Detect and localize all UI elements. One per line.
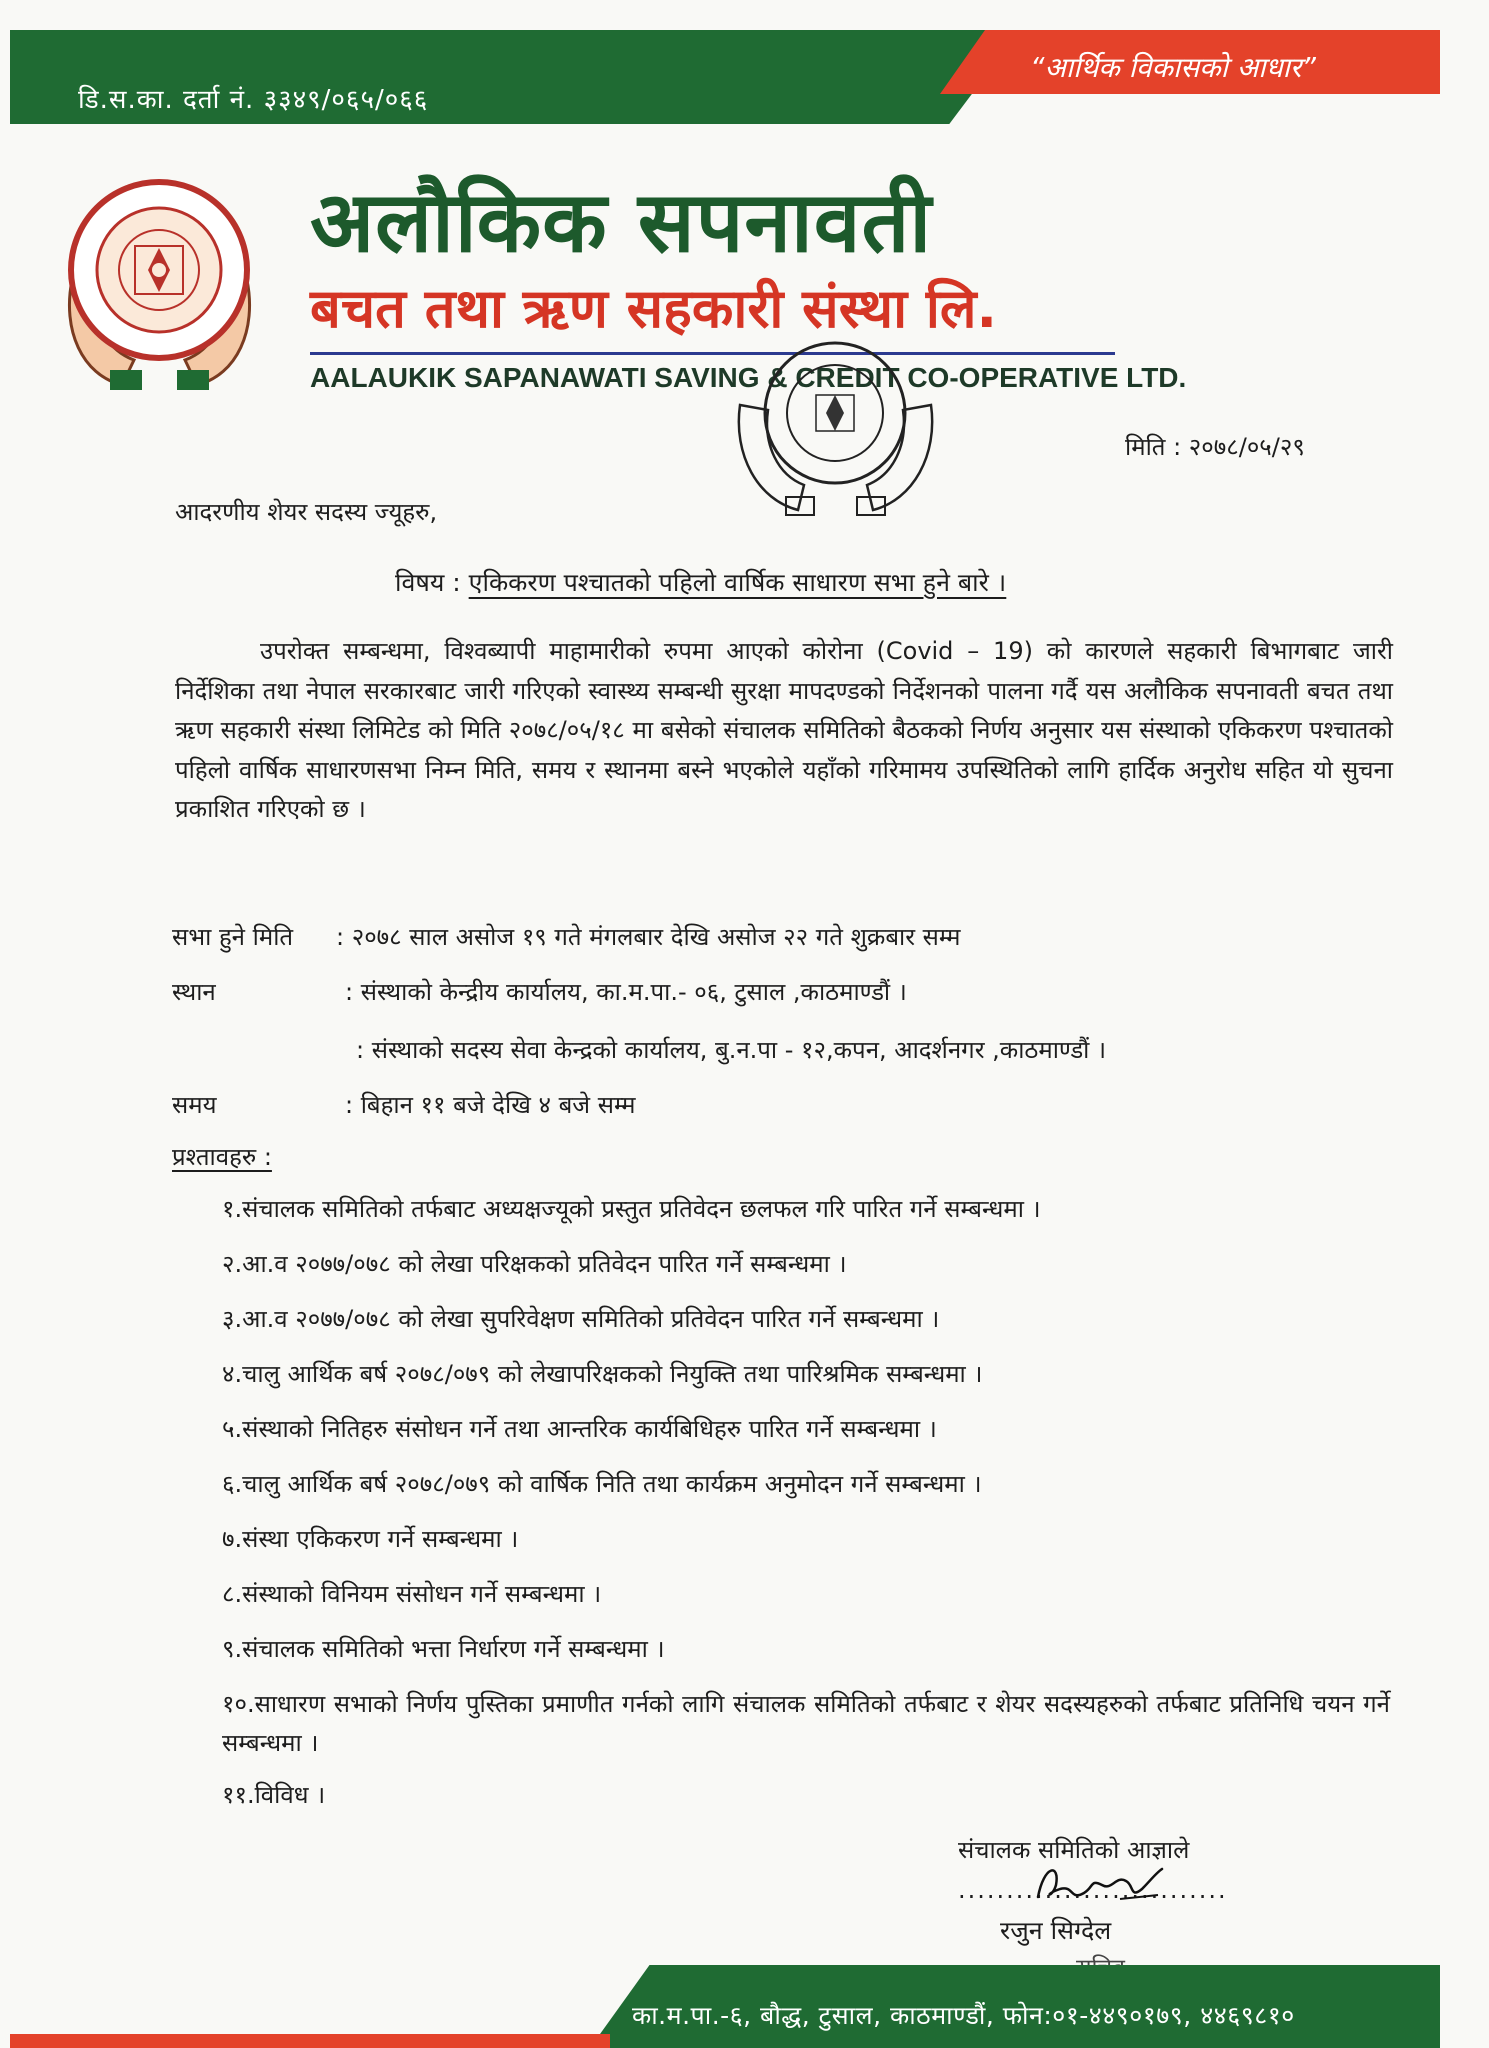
body-paragraph: उपरोक्त सम्बन्धमा, विश्वब्यापी माहामारीको रुपमा आएको कोरोना (Covid – 19) को कारणले सहकारी बिभागबाट जारी निर्देशिका तथा नेपाल सरकारबाट जारी गरिएको स्वास्थ्य सम्बन्धी सुरक्षा मापदण्डको निर्देशनको पालना गर्दै यस अलौकिक सपनावती बचत तथा ऋण सहकारी संस्था लिमिटेड को मिति २०७८/०५/१८ मा बसेको संचालक समितिको बैठकको निर्णय अनुसार यस संस्थाको एकिकरण पश्चातको पहिलो वार्षिक साधारणसभा निम्न मिति, समय र स्थानमा बस्ने भएकोले यहाँको गरिमामय उपस्थितिको लागि हार्दिक अनुरोध सहित यो सुचना प्रकाशित गरिएको छ । bbox=[175, 637, 1393, 823]
signatory-name: रजुन सिग्देल bbox=[1000, 1916, 1112, 1945]
signature-authority: संचालक समितिको आज्ञाले bbox=[958, 1836, 1190, 1864]
venue-value-1: : संस्थाको केन्द्रीय कार्यालय, का.म.पा.- ०६, टुसाल ,काठमाण्डौं । bbox=[345, 978, 907, 1006]
venue-value-2: : संस्थाको सदस्य सेवा केन्द्रको कार्यालय, बु.न.पा - १२,कपन, आदर्शनगर ,काठमाण्डौं । bbox=[356, 1036, 1107, 1064]
subject-text: एकिकरण पश्चातको पहिलो वार्षिक साधारण सभा हुने बारे । bbox=[468, 568, 1007, 597]
subject-line bbox=[395, 565, 1006, 599]
letter-date: मिति : २०७८/०५/२९ bbox=[1125, 433, 1305, 461]
proposal-item: ६.चालु आर्थिक बर्ष २०७८/०७९ को वार्षिक निति तथा कार्यक्रम अनुमोदन गर्ने सम्बन्धमा । bbox=[222, 1470, 982, 1498]
proposal-item: ५.संस्थाको नितिहरु संसोधन गर्ने तथा आन्तरिक कार्यबिधिहरु पारित गर्ने सम्बन्धमा । bbox=[222, 1415, 937, 1443]
proposal-item: १०.साधारण सभाको निर्णय पुस्तिका प्रमाणीत गर्नको लागि संचालक समितिको तर्फबाट र शेयर सदस्यहरुको तर्फबाट प्रतिनिधि चयन गर्ने सम्बन्धमा । bbox=[222, 1690, 1390, 1757]
salutation: आदरणीय शेयर सदस्य ज्यूहरु, bbox=[175, 498, 438, 526]
subject-label: विषय : bbox=[395, 568, 461, 597]
signature-dotted-line: ............................ bbox=[958, 1876, 1228, 1904]
organization-name-nepali: अलौकिक सपनावती bbox=[310, 173, 933, 271]
time-label: समय bbox=[172, 1091, 217, 1119]
registration-number: डि.स.का. दर्ता नं. ३३४९/०६५/०६६ bbox=[78, 85, 429, 115]
header-divider bbox=[310, 352, 1115, 355]
footer-red-band bbox=[10, 2034, 610, 2048]
motto: “आर्थिक विकासको आधार” bbox=[1030, 51, 1316, 84]
proposal-item: ९.संचालक समितिको भत्ता निर्धारण गर्ने सम्बन्धमा । bbox=[222, 1635, 665, 1663]
signature-scribble-icon bbox=[1030, 1855, 1170, 1915]
footer-address: का.म.पा.-६, बौद्ध, टुसाल, काठमाण्डौं, फोन:०१-४४९०१७९, ४४६९८१० bbox=[632, 2001, 1295, 2030]
proposal-item: २.आ.व २०७७/०७८ को लेखा परिक्षकको प्रतिवेदन पारित गर्ने सम्बन्धमा । bbox=[222, 1250, 847, 1278]
proposal-item: ४.चालु आर्थिक बर्ष २०७८/०७९ को लेखापरिक्षकको नियुक्ति तथा पारिश्रमिक सम्बन्धमा । bbox=[222, 1360, 983, 1388]
time-value: : बिहान ११ बजे देखि ४ बजे सम्म bbox=[345, 1091, 636, 1119]
organization-stamp bbox=[728, 335, 943, 525]
organization-name-english: AALAUKIK SAPANAWATI SAVING & CREDIT CO-OPERATIVE LTD. bbox=[310, 362, 1187, 393]
proposal-item: १.संचालक समितिको तर्फबाट अध्यक्षज्यूको प्रस्तुत प्रतिवेदन छलफल गरि पारित गर्ने सम्बन्धमा । bbox=[222, 1195, 1041, 1223]
handwritten-signature bbox=[1030, 1855, 1170, 1915]
logo-seal-icon bbox=[52, 170, 267, 400]
proposal-item: ३.आ.व २०७७/०७८ को लेखा सुपरिवेक्षण समितिको प्रतिवेदन पारित गर्ने सम्बन्धमा । bbox=[222, 1305, 940, 1333]
meeting-date-label: सभा हुने मिति bbox=[172, 923, 294, 951]
organization-logo bbox=[52, 170, 267, 400]
organization-subtitle-nepali: बचत तथा ऋण सहकारी संस्था लि. bbox=[310, 277, 998, 340]
proposal-item: ८.संस्थाको विनियम संसोधन गर्ने सम्बन्धमा । bbox=[222, 1580, 602, 1608]
proposals-heading: प्रश्तावहरु : bbox=[172, 1143, 272, 1171]
stamp-icon bbox=[728, 335, 943, 525]
proposal-item: ७.संस्था एकिकरण गर्ने सम्बन्धमा । bbox=[222, 1525, 519, 1553]
meeting-date-value: : २०७८ साल असोज १९ गते मंगलबार देखि असोज २२ गते शुक्रबार सम्म bbox=[336, 923, 961, 951]
proposal-item: ११.विविध । bbox=[222, 1781, 326, 1809]
venue-label: स्थान bbox=[172, 978, 216, 1006]
